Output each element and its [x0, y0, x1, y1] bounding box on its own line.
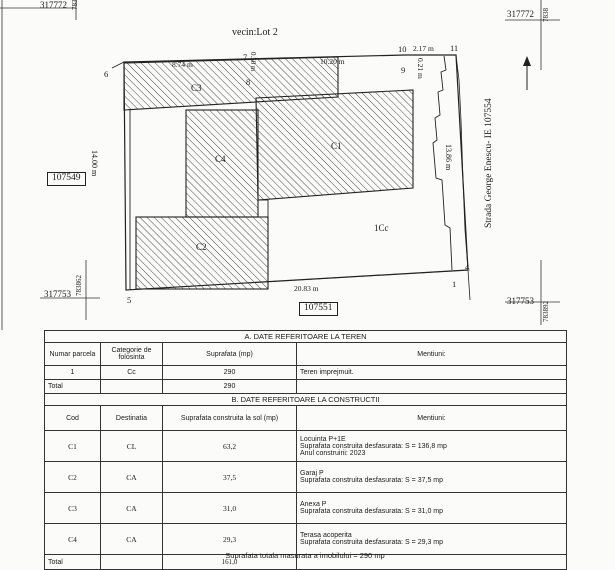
mention-line: Anul construirii: 2023	[300, 449, 366, 457]
coord-bottom-left-x: 317753	[44, 289, 71, 299]
cell-nr: 1	[45, 366, 101, 380]
data-table	[44, 330, 567, 570]
coord-top-right-y: 7838	[542, 8, 550, 22]
cell-cat: Cc	[101, 366, 163, 380]
table-row	[45, 493, 567, 524]
dim-right-side: 13.86 m	[444, 144, 453, 171]
dim-right-small: 0.21 m	[416, 58, 425, 79]
point-6: 6	[104, 69, 109, 79]
table-row	[45, 524, 567, 555]
mention-line: Suprafata construita desfasurata: S = 37,5 mp	[300, 477, 444, 484]
cell-supr: 29,3	[163, 524, 297, 555]
col-mentiuni-b: Mentiuni:	[297, 406, 567, 431]
dim-top-left: 8.74 m	[172, 60, 193, 69]
coord-bottom-right-x: 317753	[507, 296, 534, 306]
mention-line: Locuinta P+1E	[300, 435, 346, 443]
mention-line: Suprafata construita desfasurata: S = 136,8 mp	[300, 442, 447, 450]
col-categorie: Categorie de folosinta	[101, 343, 163, 366]
cell-supr: 31,0	[163, 493, 297, 524]
cell-nr: Total	[45, 380, 101, 394]
cell-cod: C1	[45, 431, 101, 462]
cell-ment	[297, 380, 567, 394]
cell-cod: C3	[45, 493, 101, 524]
mention-line: Garaj P	[300, 470, 324, 477]
point-4: 4	[465, 262, 470, 272]
col-mentiuni: Mentiuni:	[297, 343, 567, 366]
building-c4-label: C4	[215, 154, 226, 164]
cell-mentiuni	[297, 524, 567, 555]
col-destinatia: Destinatia	[101, 406, 163, 431]
cell-total-label: Total	[45, 555, 101, 570]
cell-dest: CL	[101, 431, 163, 462]
cell-dest: CA	[101, 462, 163, 493]
point-5: 5	[127, 295, 132, 305]
building-c1-label: C1	[331, 141, 342, 151]
col-suprafata: Suprafata (mp)	[163, 343, 297, 366]
col-cod: Cod	[45, 406, 101, 431]
cell-supr: 290	[163, 380, 297, 394]
building-c2-label: C2	[196, 242, 207, 252]
coord-bottom-left-y: 783862	[75, 275, 83, 296]
cell-supr: 37,5	[163, 462, 297, 493]
point-11: 11	[450, 43, 459, 53]
mention-line: Suprafata construita desfasurata: S = 31,0 mp	[300, 508, 444, 515]
point-1: 1	[452, 279, 457, 289]
table-row	[45, 380, 567, 394]
parcel-left-box: 107549	[47, 172, 86, 186]
section-a-title: A. DATE REFERITOARE LA TEREN	[45, 331, 567, 343]
cell-supr: 290	[163, 366, 297, 380]
point-8: 8	[246, 77, 251, 87]
dim-bottom: 20.83 m	[294, 284, 319, 293]
land-icc-label: 1Cc	[374, 223, 389, 233]
mention-line: Suprafata construita desfasurata: S = 29,3 mp	[300, 539, 444, 546]
point-10: 10	[398, 44, 407, 54]
dim-corner: 2.17 m	[413, 44, 434, 53]
total-area-footer: Suprafata totala masurata a imobilului = 290 mp	[225, 551, 385, 560]
dim-top-right: 10.20 m	[320, 57, 345, 66]
table-row	[45, 431, 567, 462]
dim-left-side: 14.00 m	[90, 150, 99, 177]
col-suprafata-sol: Suprafata construita la sol (mp)	[163, 406, 297, 431]
cell-ment: Teren imprejmuit.	[297, 366, 567, 380]
street-label: Strada George Enescu- IE 107554	[484, 98, 494, 228]
coord-bottom-right-y: 783892	[542, 301, 550, 322]
section-b-title: B. DATE REFERITOARE LA CONSTRUCTII	[45, 394, 567, 406]
dim-top-small: 0.50 m	[249, 52, 257, 72]
neighbor-top-label: vecin:Lot 2	[232, 27, 278, 38]
building-c3-label: C3	[191, 83, 202, 93]
cell-dest: CA	[101, 524, 163, 555]
cell-dest: CA	[101, 493, 163, 524]
parcel-bottom-box: 107551	[299, 302, 338, 316]
point-9: 9	[401, 65, 406, 75]
mention-line: Terasa acoperita	[300, 532, 352, 539]
cell-mentiuni	[297, 493, 567, 524]
table-row	[45, 462, 567, 493]
cell-cod: C4	[45, 524, 101, 555]
cell-mentiuni	[297, 462, 567, 493]
col-numar-parcela: Numar parcela	[45, 343, 101, 366]
point-7: 7	[243, 52, 248, 62]
mention-line: Anexa P	[300, 501, 327, 508]
cell-total-supr: 161,0	[163, 555, 297, 570]
building-c2	[136, 217, 268, 289]
cell-mentiuni	[297, 431, 567, 462]
coord-top-left-y: 783	[71, 0, 79, 10]
cell-supr: 63,2	[163, 431, 297, 462]
cell-cat	[101, 380, 163, 394]
cell-cod: C2	[45, 462, 101, 493]
coord-top-right-x: 317772	[507, 9, 534, 19]
coord-top-left-x: 317772	[40, 0, 67, 10]
table-row	[45, 366, 567, 380]
